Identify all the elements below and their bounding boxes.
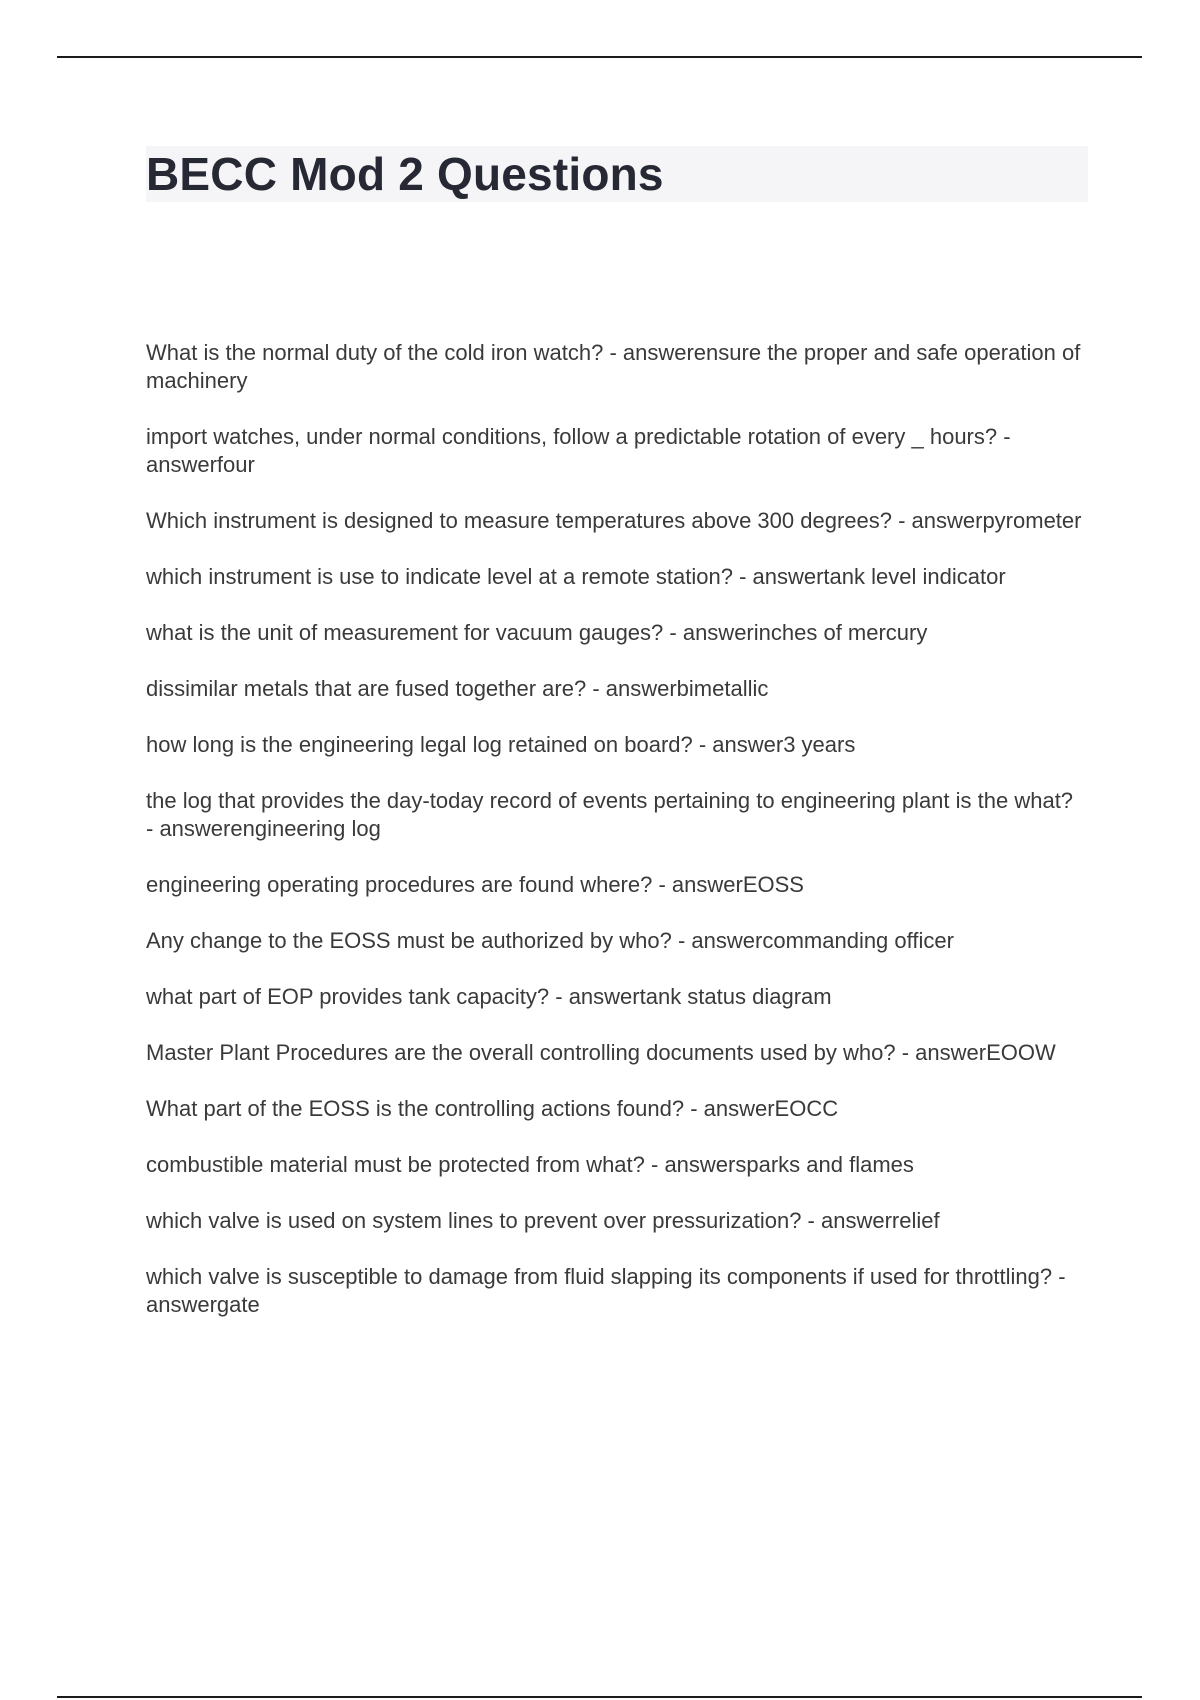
question-item: which valve is susceptible to damage from fluid slapping its components if used for throttling? - answergate [146,1264,1066,1317]
question-item: import watches, under normal conditions, follow a predictable rotation of every _ hours? - answerfour [146,424,1011,477]
question-item: combustible material must be protected from what? - answersparks and flames [146,1152,914,1177]
bottom-divider [57,1696,1142,1698]
question-item: which instrument is use to indicate level at a remote station? - answertank level indicator [146,564,1006,589]
question-item: Which instrument is designed to measure temperatures above 300 degrees? - answerpyrometer [146,508,1082,533]
question-item: which valve is used on system lines to prevent over pressurization? - answerrelief [146,1208,940,1233]
question-item: how long is the engineering legal log retained on board? - answer3 years [146,732,856,757]
question-item: What part of the EOSS is the controlling actions found? - answerEOCC [146,1096,839,1121]
question-list [146,339,1086,1347]
question-item: dissimilar metals that are fused together are? - answerbimetallic [146,676,769,701]
question-item: what part of EOP provides tank capacity? - answertank status diagram [146,984,832,1009]
question-item: what is the unit of measurement for vacuum gauges? - answerinches of mercury [146,620,928,645]
question-item: Any change to the EOSS must be authorized by who? - answercommanding officer [146,928,954,953]
top-divider [57,56,1142,58]
question-item: What is the normal duty of the cold iron watch? - answerensure the proper and safe operation of machinery [146,340,1081,393]
document-title: BECC Mod 2 Questions [146,148,664,200]
question-item: engineering operating procedures are found where? - answerEOSS [146,872,804,897]
question-item: the log that provides the day-today record of events pertaining to engineering plant is the what? - answerengineering log [146,788,1074,841]
question-item: Master Plant Procedures are the overall controlling documents used by who? - answerEOOW [146,1040,1056,1065]
